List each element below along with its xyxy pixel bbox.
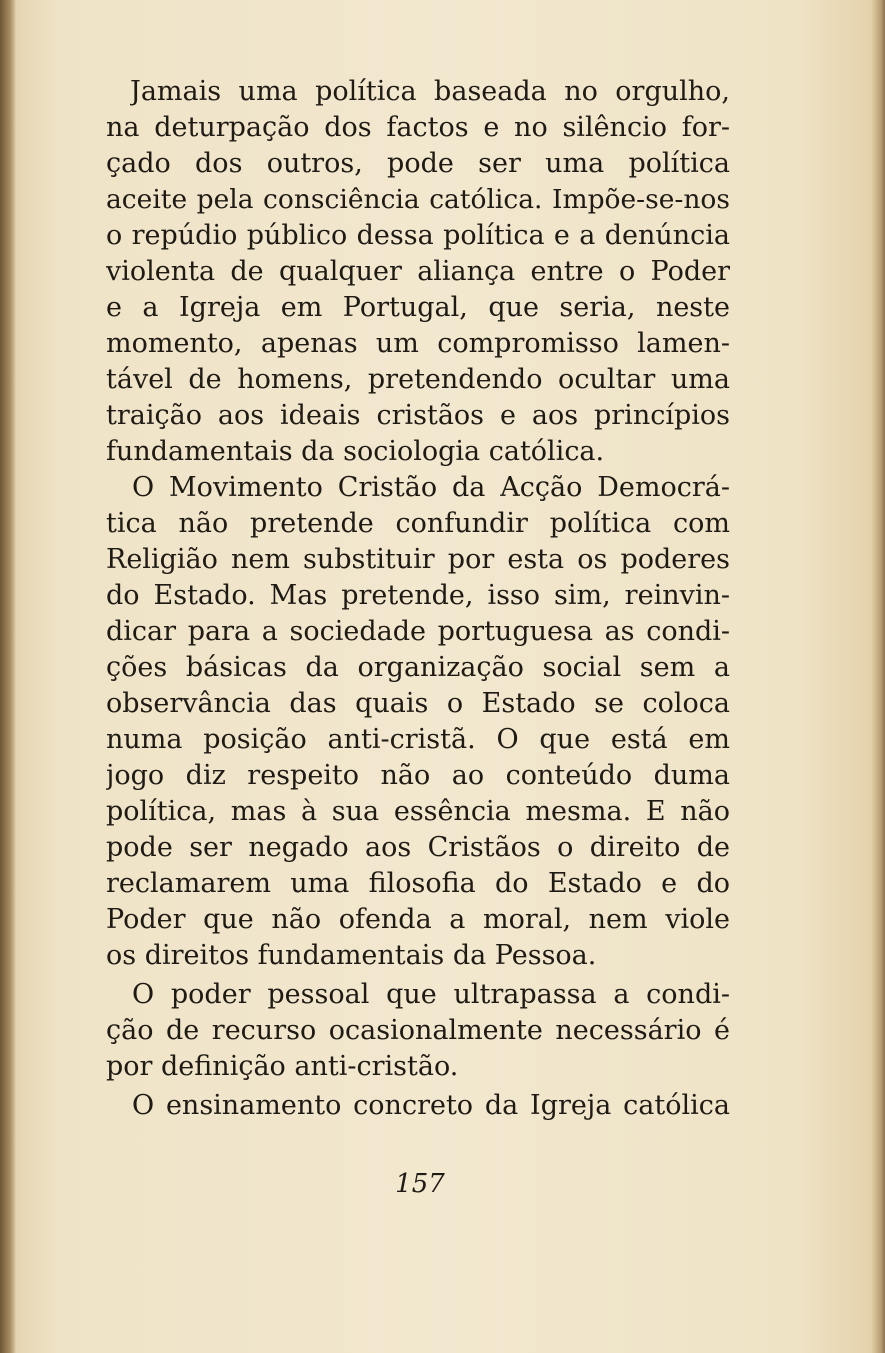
page-number: 157	[395, 1169, 445, 1199]
text-line: jogo diz respeito não ao conteúdo duma	[106, 760, 730, 791]
text-line: reclamarem uma filosofia do Estado e do	[106, 868, 730, 899]
text-line: ções básicas da organização social sem a	[106, 652, 730, 683]
text-line: pode ser negado aos Cristãos o direito de	[106, 832, 730, 863]
text-line: observância das quais o Estado se coloca	[106, 688, 730, 719]
text-line: política, mas à sua essência mesma. E não	[106, 796, 730, 827]
text-line: O poder pessoal que ultrapassa a condi-	[132, 979, 730, 1010]
text-line: violenta de qualquer aliança entre o Poder	[106, 256, 730, 287]
text-line: Religião nem substituir por esta os poderes	[106, 544, 730, 575]
text-line: Jamais uma política baseada no orgulho,	[130, 76, 730, 107]
text-line: os direitos fundamentais da Pessoa.	[106, 940, 597, 971]
text-line: O Movimento Cristão da Acção Democrá-	[132, 472, 730, 503]
text-line: fundamentais da sociologia católica.	[106, 436, 605, 467]
text-line: na deturpação dos factos e no silêncio for-	[106, 112, 730, 143]
text-line: traição aos ideais cristãos e aos princípios	[106, 400, 730, 431]
text-line: por definição anti-cristão.	[106, 1051, 459, 1082]
text-line: O ensinamento concreto da Igreja católica	[132, 1090, 730, 1121]
page-spine-shadow	[0, 0, 16, 1353]
text-line: do Estado. Mas pretende, isso sim, reinvin-	[106, 580, 730, 611]
text-line: momento, apenas um compromisso lamen-	[106, 328, 730, 359]
text-line: aceite pela consciência católica. Impõe-se-nos	[106, 184, 730, 215]
page-edge-shadow	[871, 0, 885, 1353]
text-line: o repúdio público dessa política e a denúncia	[106, 220, 730, 251]
text-line: tica não pretende confundir política com	[106, 508, 730, 539]
text-line: Poder que não ofenda a moral, nem viole	[106, 904, 730, 935]
text-line: e a Igreja em Portugal, que seria, neste	[106, 292, 730, 323]
text-line: numa posição anti-cristã. O que está em	[106, 724, 730, 755]
text-line: tável de homens, pretendendo ocultar uma	[106, 364, 730, 395]
text-line: dicar para a sociedade portuguesa as condi-	[106, 616, 730, 647]
text-line: çado dos outros, pode ser uma política	[106, 148, 730, 179]
text-line: ção de recurso ocasionalmente necessário é	[106, 1015, 730, 1046]
